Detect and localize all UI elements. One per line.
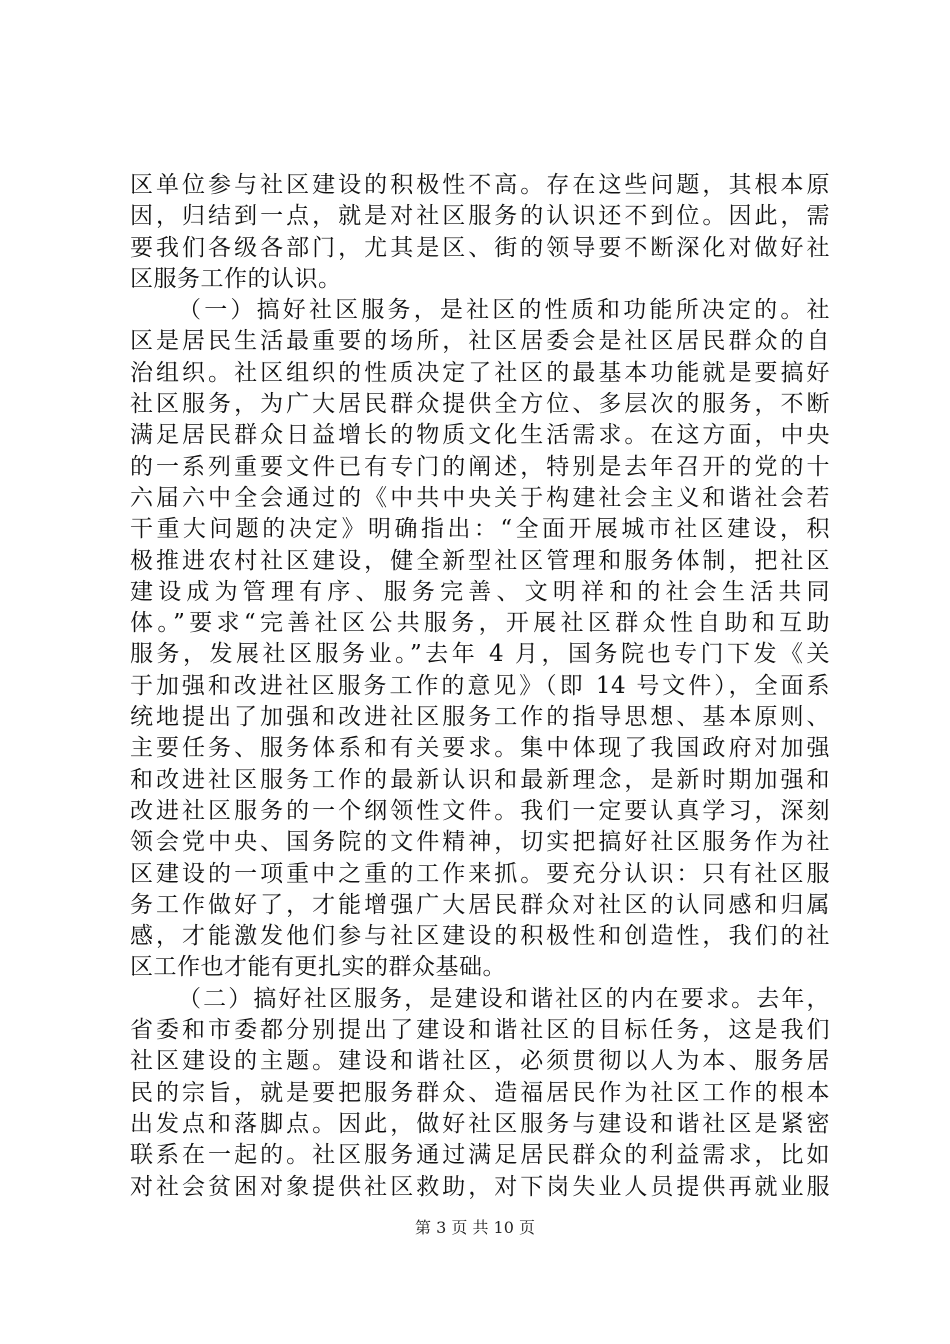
page-number-label: 第 3 页 共 10 页 [415,1218,535,1237]
text-line: 于加强和改进社区服务工作的意见》（即 14 号文件），全面系 [130,672,830,699]
text-line: 区是居民生活最重要的场所，社区居委会是社区居民群众的自 [130,328,830,355]
text-line: 因，归结到一点，就是对社区服务的认识还不到位。因此，需 [130,203,830,230]
page-footer [0,1218,950,1238]
text-line: 区单位参与社区建设的积极性不高。存在这些问题，其根本原 [130,172,830,198]
text-line: 区服务工作的认识。 [130,265,342,292]
text-line: 改进社区服务的一个纲领性文件。我们一定要认真学习，深刻 [130,797,830,824]
text-line: 主要任务、服务体系和有关要求。集中体现了我国政府对加强 [130,735,830,762]
text-line: 社区建设的主题。建设和谐社区，必须贯彻以人为本、服务居 [130,1048,830,1075]
text-line: 联系在一起的。社区服务通过满足居民群众的利益需求，比如 [130,1142,830,1169]
text-line: 极推进农村社区建设，健全新型社区管理和服务体制，把社区 [130,547,830,574]
text-line: 建设成为管理有序、服务完善、文明祥和的社会生活共同 [130,578,830,605]
text-line: 领会党中央、国务院的文件精神，切实把搞好社区服务作为社 [130,829,830,856]
text-line: 体。”要求“完善社区公共服务，开展社区群众性自助和互助 [130,610,830,637]
text-line: 服务，发展社区服务业。”去年 4 月，国务院也专门下发《关 [130,641,830,668]
text-line: 六届六中全会通过的《中共中央关于构建社会主义和谐社会若 [130,484,830,511]
text-line: 的一系列重要文件已有专门的阐述，特别是去年召开的党的十 [130,453,830,480]
text-line: 和改进社区服务工作的最新认识和最新理念，是新时期加强和 [130,766,830,793]
text-line: 干重大问题的决定》明确指出：“全面开展城市社区建设，积 [130,516,830,543]
text-line: 满足居民群众日益增长的物质文化生活需求。在这方面，中央 [130,422,830,449]
text-line: 要我们各级各部门，尤其是区、街的领导要不断深化对做好社 [130,234,830,261]
text-line: 统地提出了加强和改进社区服务工作的指导思想、基本原则、 [130,704,830,731]
text-line: 区建设的一项重中之重的工作来抓。要充分认识：只有社区服 [130,860,830,887]
text-line: 省委和市委都分别提出了建设和谐社区的目标任务，这是我们 [130,1017,830,1044]
paragraph-start-line: （二）搞好社区服务，是建设和谐社区的内在要求。去年， [178,985,830,1012]
text-line: 区工作也才能有更扎实的群众基础。 [130,954,506,981]
text-line: 感，才能激发他们参与社区建设的积极性和创造性，我们的社 [130,923,830,950]
text-line: 对社会贫困对象提供社区救助，对下岗失业人员提供再就业服 [130,1173,830,1200]
text-line: 社区服务，为广大居民群众提供全方位、多层次的服务，不断 [130,391,830,418]
text-line: 出发点和落脚点。因此，做好社区服务与建设和谐社区是紧密 [130,1110,830,1137]
paragraph-start-line: （一）搞好社区服务，是社区的性质和功能所决定的。社 [178,297,830,324]
text-line: 治组织。社区组织的性质决定了社区的最基本功能就是要搞好 [130,359,830,386]
text-line: 民的宗旨，就是要把服务群众、造福居民作为社区工作的根本 [130,1079,830,1106]
body-text [130,170,830,1203]
text-line: 务工作做好了，才能增强广大居民群众对社区的认同感和归属 [130,891,830,918]
